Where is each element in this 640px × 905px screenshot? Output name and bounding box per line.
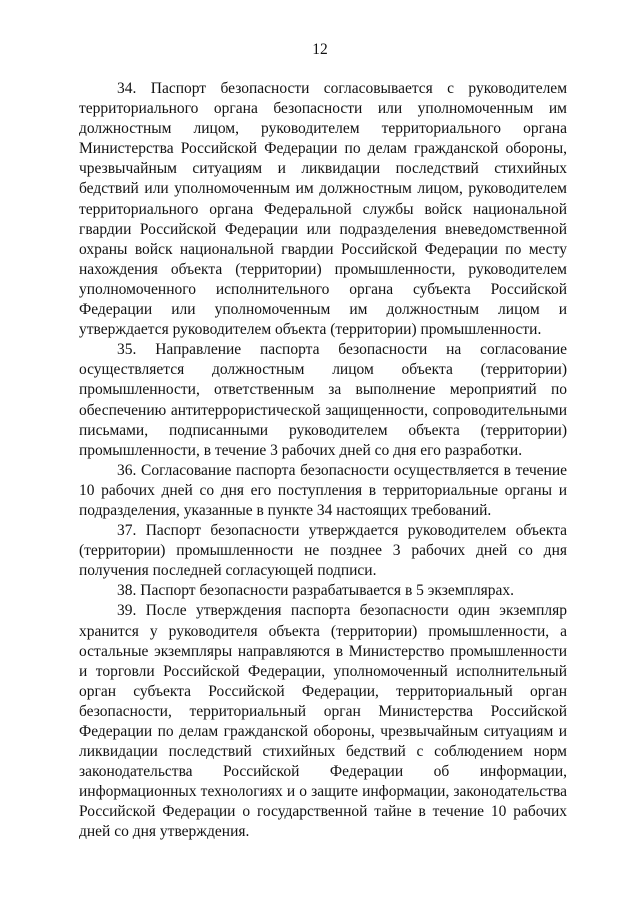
page-number: 12 (312, 41, 328, 58)
paragraph-36: 36. Согласование паспорта безопасности осуществляется в течение 10 рабочих дней со дня его поступления в территориальные органы и подразделения, указанные в пункте 34 настоящих требований. (79, 461, 567, 519)
paragraph-38: 38. Паспорт безопасности разрабатывается в 5 экземплярах. (117, 582, 514, 600)
paragraph-37: 37. Паспорт безопасности утверждается руководителем объекта (территории) промышленности не позднее 3 рабочих дней со дня получения последней согласующей подписи. (79, 522, 567, 580)
paragraph-35: 35. Направление паспорта безопасности на согласование осуществляется должностным лицом объекта (территории) промышленности, ответственным за выполнение мероприятий по обеспечению антитеррористической защищенности, сопроводительными письмами, подписанными руководителем объекта (территории) промышленности, в течение 3 рабочих дней со дня его разработки. (79, 341, 567, 459)
document-body (79, 79, 567, 843)
paragraph-34: 34. Паспорт безопасности согласовывается с руководителем территориального органа безопасности или уполномоченным им должностным лицом, руководителем территориального органа Министерства Российской Федерации по делам гражданской обороны, чрезвычайным ситуациям и ликвидации последствий стихийных бедствий или уполномоченным им должностным лицом, руководителем территориального органа Федеральной службы войск национальной гвардии Российской Федерации или подразделения вневедомственной охраны войск национальной гвардии Российской Федерации по месту нахождения объекта (территории) промышленности, руководителем уполномоченного исполнительного органа субъекта Российской Федерации или уполномоченным им должностным лицом и утверждается руководителем объекта (территории) промышленности. (79, 80, 567, 339)
paragraph-39: 39. После утверждения паспорта безопасности один экземпляр хранится у руководителя объекта (территории) промышленности, а остальные экземпляры направляются в Министерство промышленности и торговли Российской Федерации, уполномоченный исполнительный орган субъекта Российской Федерации, территориальный орган безопасности, территориальный орган Министерства Российской Федерации по делам гражданской обороны, чрезвычайным ситуациям и ликвидации последствий стихийных бедствий с соблюдением норм законодательства Российской Федерации об информации, информационных технологиях и о защите информации, законодательства Российской Федерации о государственной тайне в течение 10 рабочих дней со дня утверждения. (79, 602, 567, 841)
